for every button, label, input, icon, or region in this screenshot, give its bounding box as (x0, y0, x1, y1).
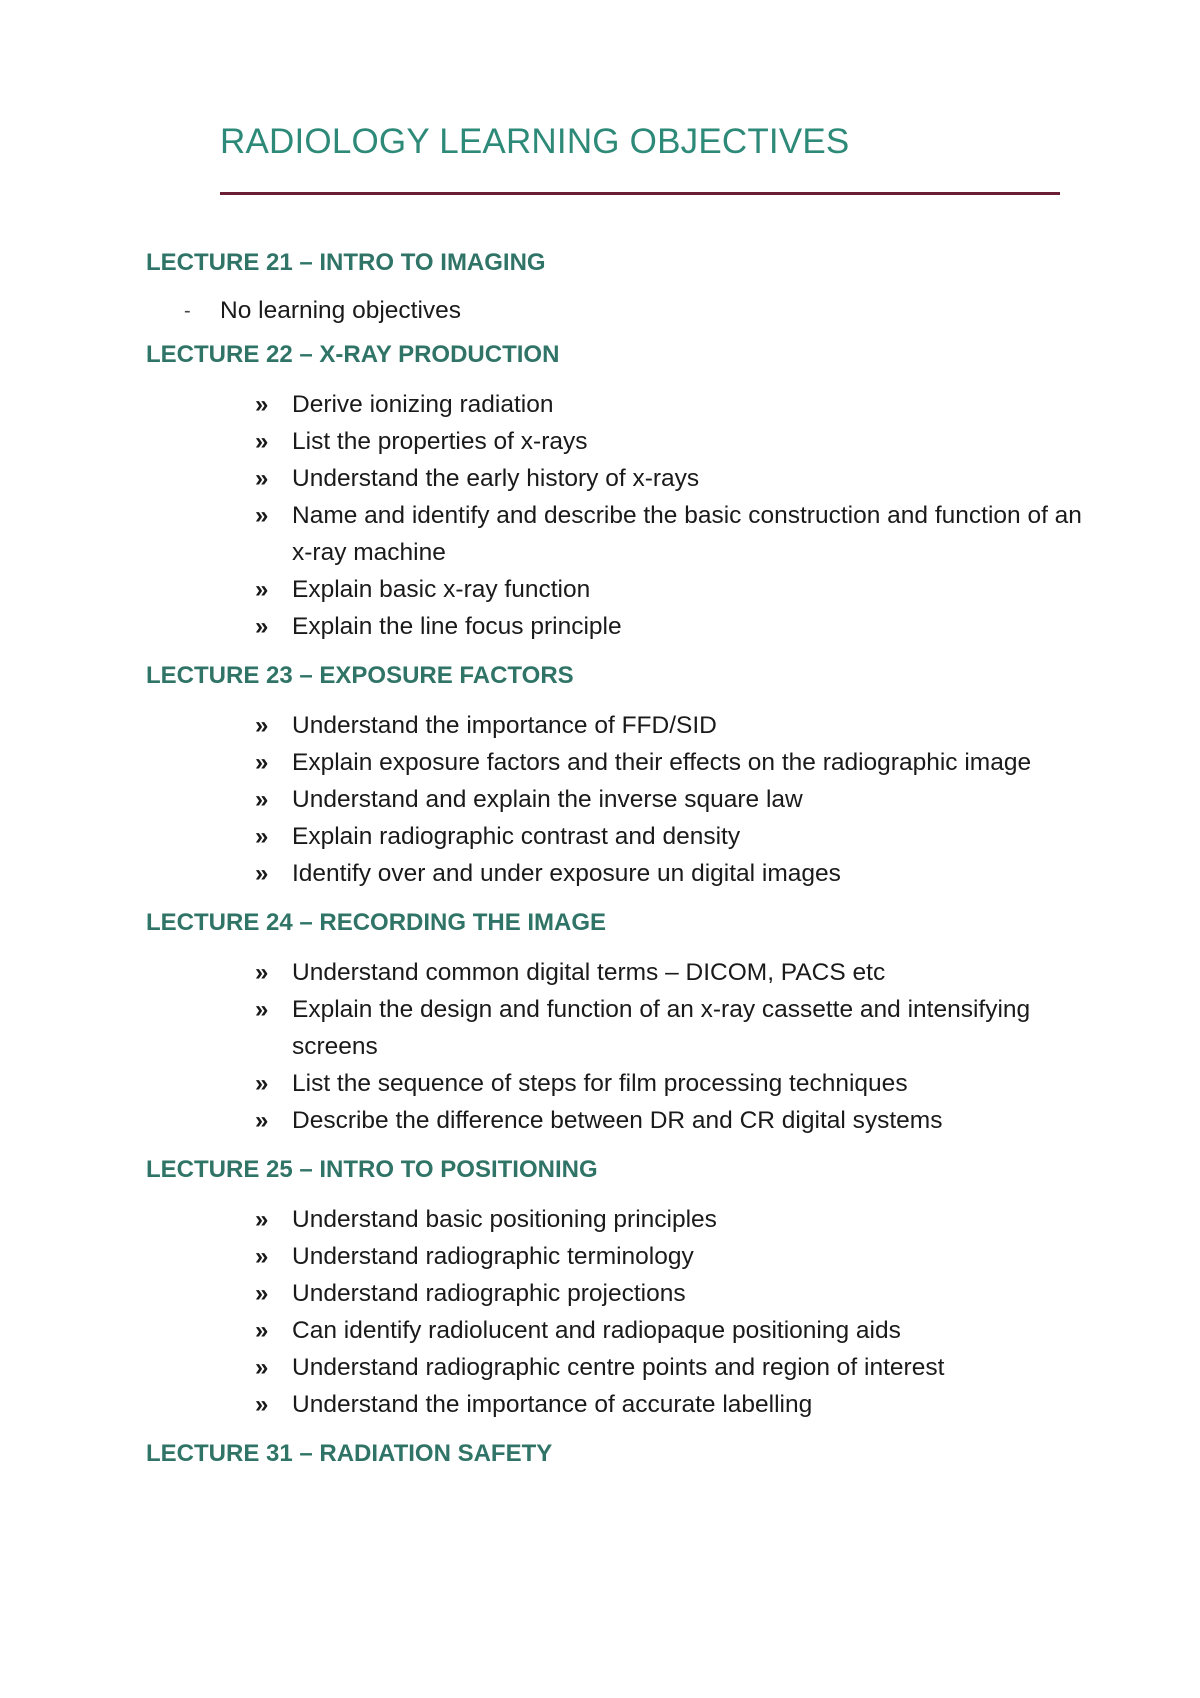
chevron-bullet-icon: » (255, 613, 269, 640)
objective-text: List the properties of x-rays (292, 428, 588, 455)
lecture-heading: LECTURE 31 – RADIATION SAFETY (146, 1440, 553, 1467)
objective-text: Understand the importance of FFD/SID (292, 712, 717, 739)
chevron-bullet-icon: » (255, 749, 269, 776)
objective-item (146, 1238, 1106, 1275)
objective-item (146, 460, 1106, 497)
objective-text: Explain the design and function of an x-ray cassette and intensifying screens (292, 996, 1031, 1060)
chevron-bullet-icon: » (255, 712, 269, 739)
chevron-bullet-icon: » (255, 996, 269, 1023)
objective-text: Understand radiographic projections (292, 1280, 686, 1307)
lecture-section (146, 1153, 1106, 1423)
lecture-section (146, 246, 1106, 328)
objective-list (146, 1201, 1106, 1423)
title-divider (220, 192, 1060, 195)
chevron-bullet-icon: » (255, 502, 269, 529)
objective-item (146, 818, 1106, 855)
objective-list (146, 954, 1106, 1139)
chevron-bullet-icon: » (255, 1206, 269, 1233)
objective-text: Understand common digital terms – DICOM, PACS etc (292, 959, 886, 986)
objective-text: Explain exposure factors and their effects on the radiographic image (292, 749, 1032, 776)
objective-text: Understand radiographic terminology (292, 1243, 694, 1270)
lecture-section (146, 659, 1106, 892)
chevron-bullet-icon: » (255, 576, 269, 603)
lecture-sections (146, 246, 1106, 1485)
chevron-bullet-icon: » (255, 465, 269, 492)
chevron-bullet-icon: » (255, 391, 269, 418)
objective-item (146, 855, 1106, 892)
dash-bullet-icon: - (184, 300, 191, 322)
page-title: RADIOLOGY LEARNING OBJECTIVES (220, 122, 850, 161)
chevron-bullet-icon: » (255, 1107, 269, 1134)
objective-text: Explain the line focus principle (292, 613, 622, 640)
list-item (146, 294, 1106, 328)
objective-item (146, 423, 1106, 460)
list-item-text: No learning objectives (220, 297, 462, 324)
objective-item (146, 781, 1106, 818)
lecture-heading: LECTURE 21 – INTRO TO IMAGING (146, 249, 546, 276)
chevron-bullet-icon: » (255, 959, 269, 986)
objective-item (146, 1349, 1106, 1386)
objective-item (146, 707, 1106, 744)
objective-item (146, 608, 1106, 645)
objective-text: Can identify radiolucent and radiopaque positioning aids (292, 1317, 901, 1344)
objective-item (146, 386, 1106, 423)
objective-text: Describe the difference between DR and CR digital systems (292, 1107, 943, 1134)
objective-item (146, 954, 1106, 991)
chevron-bullet-icon: » (255, 860, 269, 887)
chevron-bullet-icon: » (255, 1280, 269, 1307)
chevron-bullet-icon: » (255, 1317, 269, 1344)
chevron-bullet-icon: » (255, 1070, 269, 1097)
objective-text: Identify over and under exposure un digital images (292, 860, 841, 887)
chevron-bullet-icon: » (255, 1391, 269, 1418)
objective-item (146, 1102, 1106, 1139)
objective-item (146, 1312, 1106, 1349)
lecture-heading: LECTURE 22 – X-RAY PRODUCTION (146, 341, 560, 368)
lecture-heading: LECTURE 24 – RECORDING THE IMAGE (146, 909, 607, 936)
objective-text: Understand the early history of x-rays (292, 465, 700, 492)
objective-text: Derive ionizing radiation (292, 391, 554, 418)
objective-item (146, 497, 1106, 571)
objective-text: Understand basic positioning principles (292, 1206, 717, 1233)
lecture-section (146, 906, 1106, 1139)
objective-text: Understand radiographic centre points and region of interest (292, 1354, 945, 1381)
lecture-heading: LECTURE 25 – INTRO TO POSITIONING (146, 1156, 598, 1183)
objective-item (146, 1275, 1106, 1312)
chevron-bullet-icon: » (255, 1243, 269, 1270)
objective-list (146, 707, 1106, 892)
lecture-heading: LECTURE 23 – EXPOSURE FACTORS (146, 662, 574, 689)
objective-item (146, 1065, 1106, 1102)
objective-text: Explain basic x-ray function (292, 576, 591, 603)
objective-text: Understand the importance of accurate labelling (292, 1391, 813, 1418)
lecture-section (146, 1437, 1106, 1471)
objective-text: List the sequence of steps for film processing techniques (292, 1070, 908, 1097)
objective-item (146, 1386, 1106, 1423)
chevron-bullet-icon: » (255, 786, 269, 813)
objective-item (146, 1201, 1106, 1238)
objective-text: Name and identify and describe the basic construction and function of an x-ray machine (292, 502, 1082, 566)
objective-item (146, 571, 1106, 608)
dash-list (146, 294, 1106, 328)
lecture-section (146, 338, 1106, 645)
objective-text: Explain radiographic contrast and density (292, 823, 741, 850)
objective-item (146, 991, 1106, 1065)
objective-text: Understand and explain the inverse square law (292, 786, 803, 813)
chevron-bullet-icon: » (255, 428, 269, 455)
chevron-bullet-icon: » (255, 1354, 269, 1381)
chevron-bullet-icon: » (255, 823, 269, 850)
objective-item (146, 744, 1106, 781)
objective-list (146, 386, 1106, 645)
